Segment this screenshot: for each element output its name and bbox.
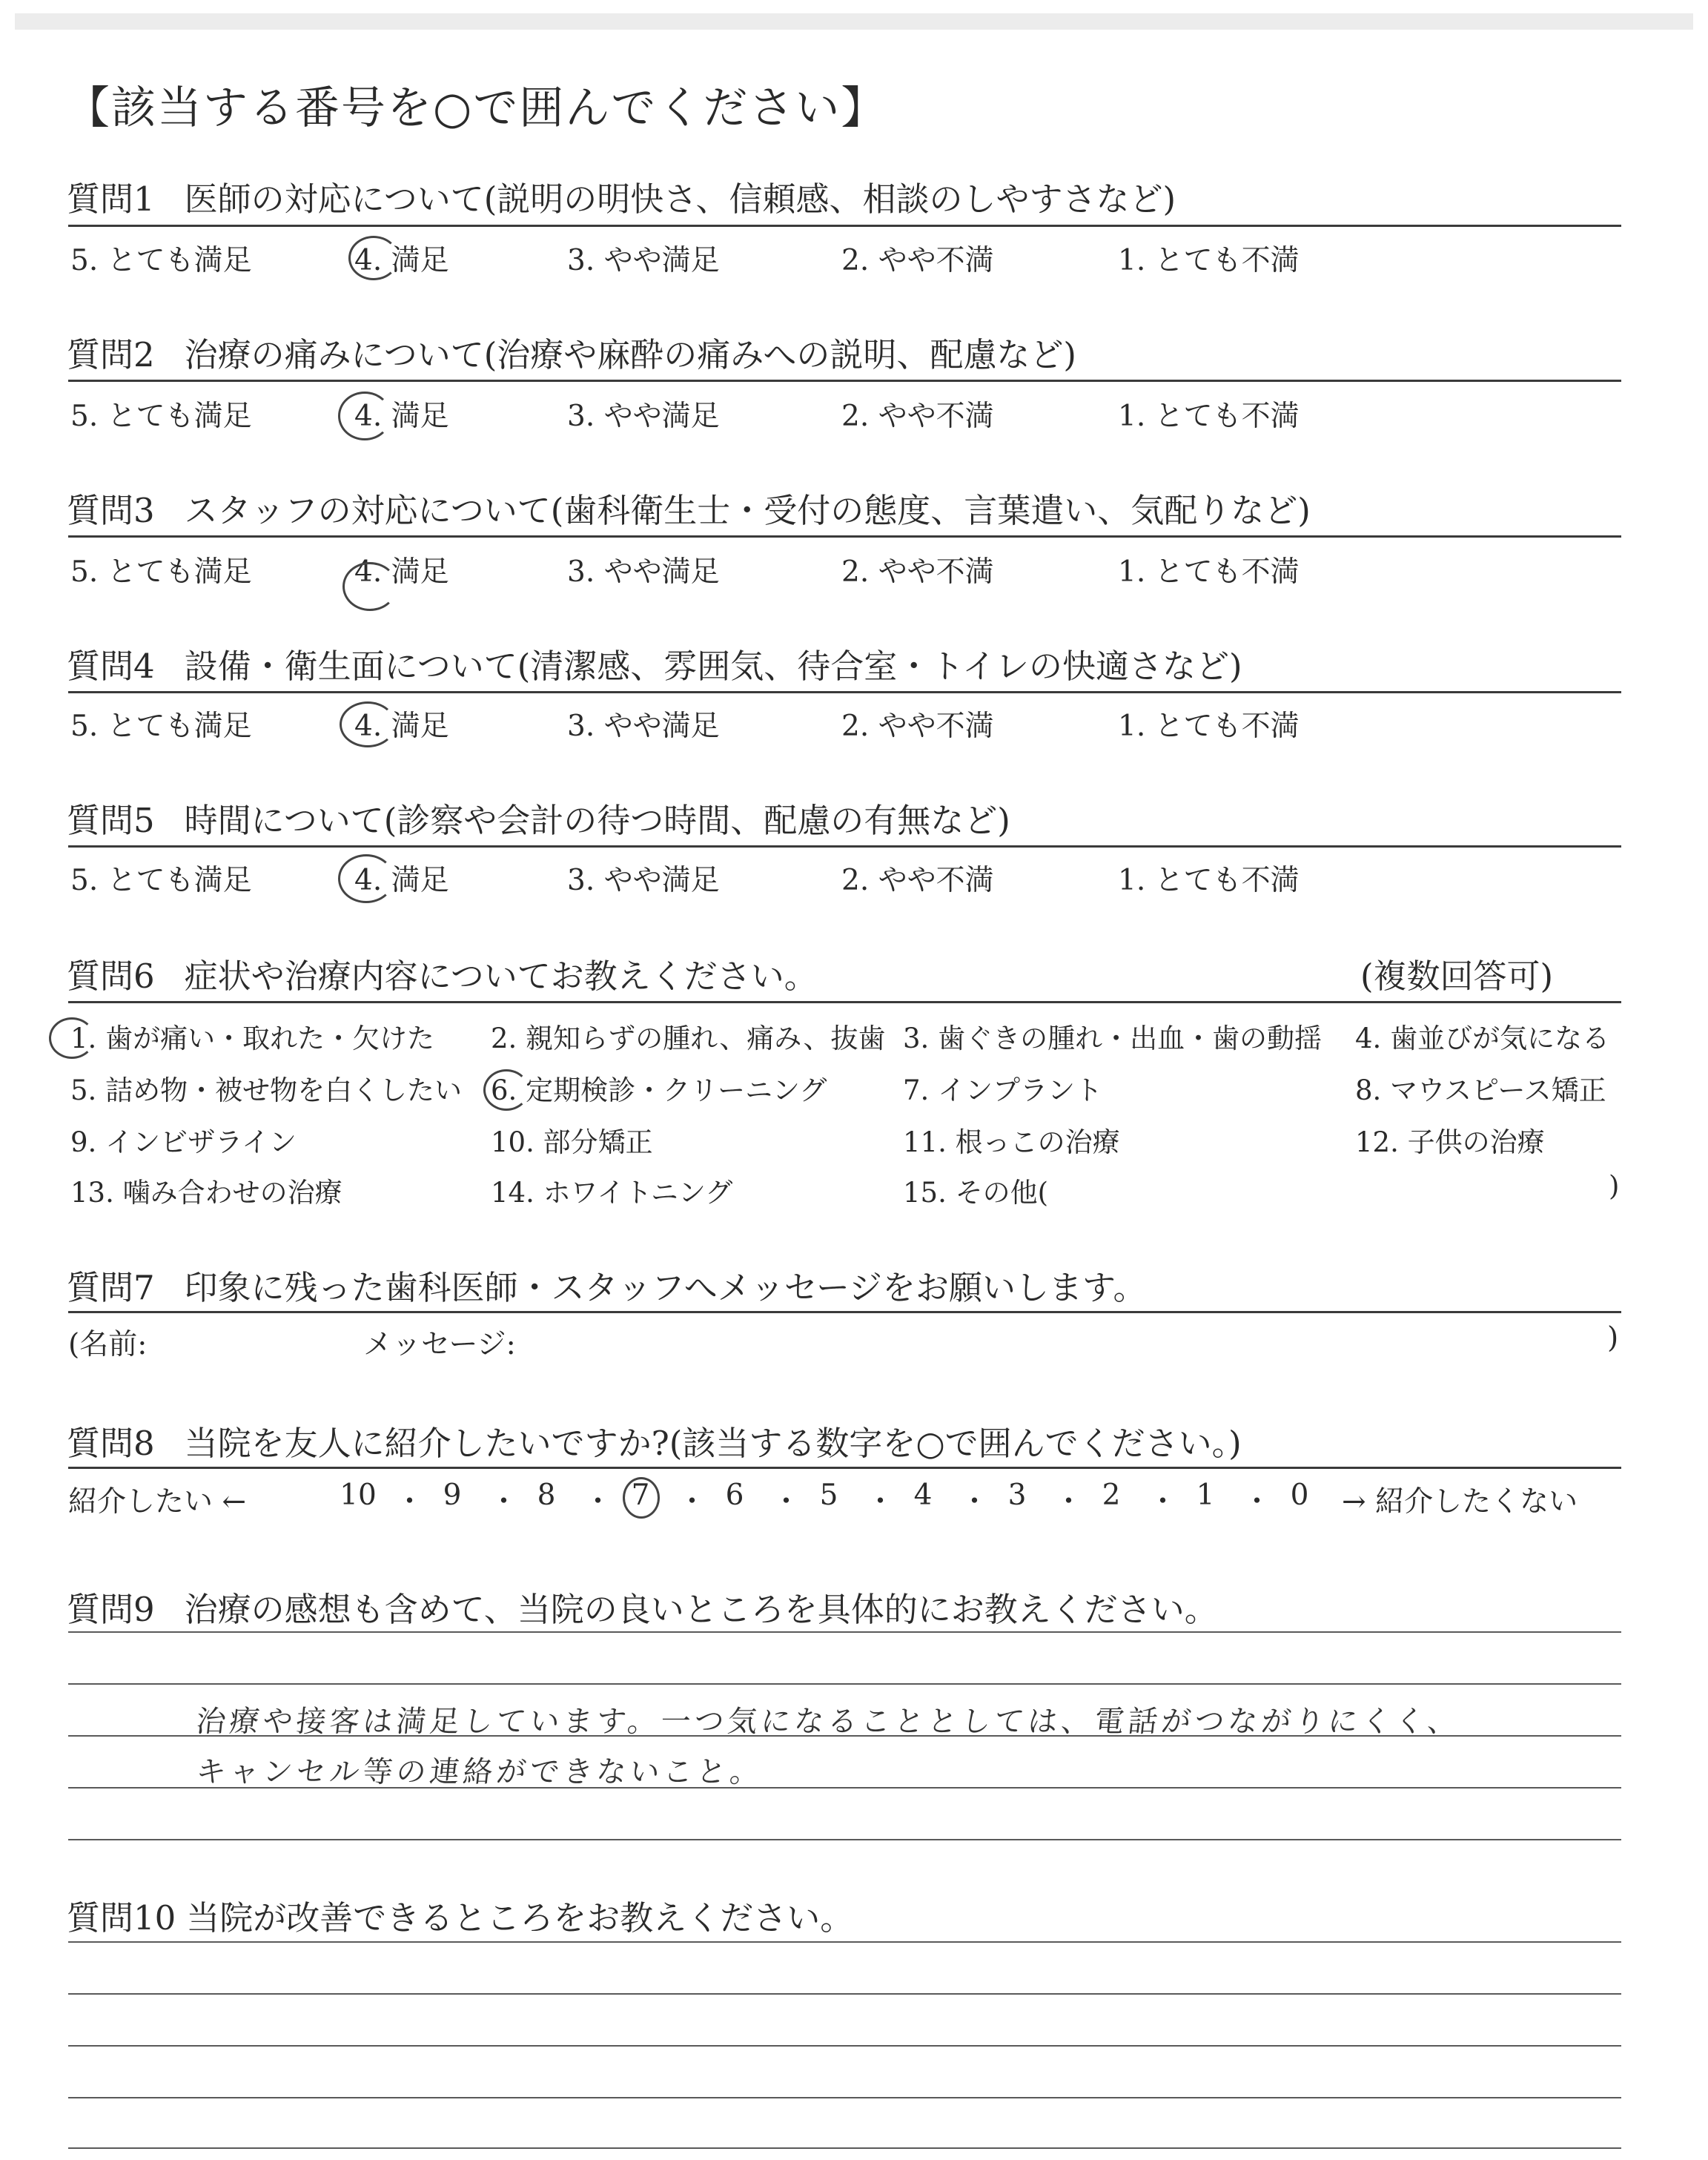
question-7-text: 印象に残った歯科医師・スタッフへメッセージをお願いします。 (184, 1268, 1147, 1307)
q6-option-11[interactable]: 11. 根っこの治療 (903, 1126, 1120, 1158)
question-1-title (67, 172, 1176, 220)
question-10-title (67, 1891, 853, 1939)
q6-option-14[interactable]: 14. ホワイトニング (491, 1177, 733, 1209)
q6-option-4[interactable]: 4. 歯並びが気になる (1355, 1023, 1610, 1054)
q6-option-15-close: ) (1609, 1170, 1620, 1202)
question-1-rule (68, 225, 1621, 227)
q2-answer-circle (338, 392, 391, 440)
question-5-text: 時間について(診察や会計の待つ時間、配慮の有無など) (184, 801, 1010, 840)
q8-scale-0[interactable]: 0 (1290, 1479, 1309, 1512)
q9-line-1 (68, 1631, 1621, 1633)
question-3-text: スタッフの対応について(歯科衛生士・受付の態度、言葉遣い、気配りなど) (184, 491, 1311, 530)
question-5-rule (68, 845, 1621, 848)
question-6-note: (複数回答可) (1360, 957, 1554, 996)
q6-option-15[interactable]: 15. その他( (903, 1177, 1049, 1209)
q7-message-label: メッセージ: (363, 1328, 516, 1361)
question-9-title (67, 1582, 1218, 1631)
q10-line-5 (68, 2147, 1621, 2149)
q8-scale-separator: ・ (489, 1485, 519, 1519)
q9-answer-line-2: キャンセル等の連絡ができないこと。 (194, 1755, 766, 1789)
q8-scale-separator: ・ (395, 1485, 425, 1519)
question-8-rule (68, 1467, 1621, 1469)
question-9-text: 治療の感想も含めて、当院の良いところを具体的にお教えください。 (184, 1590, 1218, 1629)
q2-option-3[interactable]: 3. やや満足 (567, 400, 720, 433)
q1-option-4[interactable]: 4. 満足 (354, 244, 449, 277)
question-3-rule (68, 535, 1621, 538)
q5-answer-circle (338, 854, 394, 903)
q4-option-2[interactable]: 2. やや不満 (841, 710, 994, 743)
q8-scale-6[interactable]: 6 (725, 1479, 744, 1512)
q9-line-5 (68, 1839, 1621, 1840)
q8-scale-separator: ・ (678, 1485, 707, 1519)
q6-option-13[interactable]: 13. 噛み合わせの治療 (70, 1177, 342, 1209)
question-6-number: 質問6 (67, 957, 155, 996)
q5-option-4[interactable]: 4. 満足 (354, 864, 449, 897)
q8-scale-separator: ・ (1242, 1485, 1272, 1519)
question-2-title (67, 328, 1076, 376)
question-10-number: 質問10 (67, 1898, 176, 1938)
question-10-text: 当院が改善できるところをお教えください。 (186, 1898, 854, 1938)
q8-scale-2[interactable]: 2 (1102, 1479, 1121, 1512)
question-3-number: 質問3 (67, 491, 155, 530)
q1-answer-circle (348, 236, 399, 280)
q10-line-1 (68, 1941, 1621, 1943)
question-6-text: 症状や治療内容についてお教えください。 (184, 957, 818, 996)
question-6-rule (68, 1001, 1621, 1003)
q4-option-1[interactable]: 1. とても不満 (1118, 710, 1300, 743)
q8-scale-separator: ・ (1054, 1485, 1084, 1519)
question-2-text: 治療の痛みについて(治療や麻酔の痛みへの説明、配慮など) (184, 335, 1076, 374)
question-7-number: 質問7 (67, 1268, 155, 1307)
question-6-title (67, 949, 818, 997)
q2-option-5[interactable]: 5. とても満足 (70, 400, 252, 433)
q5-option-3[interactable]: 3. やや満足 (567, 864, 720, 897)
question-8-text: 当院を友人に紹介したいですか?(該当する数字を○で囲んでください。) (184, 1424, 1242, 1463)
q8-scale-5[interactable]: 5 (819, 1479, 838, 1512)
scan-top-band (15, 13, 1693, 30)
q10-line-2 (68, 1993, 1621, 1995)
q4-option-5[interactable]: 5. とても満足 (70, 710, 252, 743)
q1-option-5[interactable]: 5. とても満足 (70, 244, 252, 277)
q6-option-9[interactable]: 9. インビザライン (70, 1126, 297, 1158)
q3-option-3[interactable]: 3. やや満足 (567, 555, 720, 589)
q6-option-7[interactable]: 7. インプラント (903, 1074, 1103, 1106)
q8-scale-3[interactable]: 3 (1007, 1479, 1027, 1512)
q6-option-6[interactable]: 6. 定期検診・クリーニング (491, 1074, 827, 1106)
q8-scale-8[interactable]: 8 (537, 1479, 556, 1512)
q8-scale-separator: ・ (866, 1485, 896, 1519)
question-1-text: 医師の対応について(説明の明快さ、信頼感、相談のしやすさなど) (184, 179, 1176, 219)
question-7-title (67, 1261, 1146, 1309)
q5-option-2[interactable]: 2. やや不満 (841, 864, 994, 897)
q6-option-12[interactable]: 12. 子供の治療 (1355, 1126, 1545, 1158)
q8-scale-separator: ・ (772, 1485, 801, 1519)
q8-answer-circle (623, 1477, 660, 1519)
q9-line-2 (68, 1683, 1621, 1685)
question-2-rule (68, 380, 1621, 382)
q8-scale-9[interactable]: 9 (443, 1479, 462, 1512)
question-2-number: 質問2 (67, 335, 155, 374)
question-5-title (67, 793, 1010, 842)
q1-option-1[interactable]: 1. とても不満 (1118, 244, 1300, 277)
q3-option-2[interactable]: 2. やや不満 (841, 555, 994, 589)
q8-left-label: 紹介したい ← (68, 1485, 247, 1519)
q3-option-4[interactable]: 4. 満足 (354, 555, 449, 589)
q6-answer-circle-1 (49, 1017, 95, 1059)
q8-scale-1[interactable]: 1 (1196, 1479, 1215, 1512)
q8-scale-10[interactable]: 10 (340, 1479, 377, 1512)
q4-answer-circle (340, 701, 396, 747)
q6-option-3[interactable]: 3. 歯ぐきの腫れ・出血・歯の動揺 (903, 1023, 1323, 1054)
q5-option-1[interactable]: 1. とても不満 (1118, 864, 1300, 897)
question-1-number: 質問1 (67, 179, 155, 219)
q8-scale-separator: ・ (960, 1485, 990, 1519)
q6-option-2[interactable]: 2. 親知らずの腫れ、痛み、抜歯 (491, 1023, 886, 1054)
q6-option-8[interactable]: 8. マウスピース矯正 (1355, 1074, 1606, 1106)
q3-option-1[interactable]: 1. とても不満 (1118, 555, 1300, 589)
q8-scale-4[interactable]: 4 (913, 1479, 933, 1512)
q3-option-5[interactable]: 5. とても満足 (70, 555, 252, 589)
q4-option-3[interactable]: 3. やや満足 (567, 710, 720, 743)
question-4-text: 設備・衛生面について(清潔感、雰囲気、待合室・トイレの快適さなど) (184, 647, 1242, 686)
q7-close-paren: ) (1607, 1321, 1619, 1355)
q7-name-label: (名前: (68, 1328, 148, 1361)
q8-scale-separator: ・ (583, 1485, 613, 1519)
question-4-number: 質問4 (67, 647, 155, 686)
question-4-rule (68, 691, 1621, 693)
q10-line-4 (68, 2097, 1621, 2098)
q8-right-label: → 紹介したくない (1342, 1485, 1578, 1519)
form-title: 【該当する番号を○で囲んでください】 (65, 82, 887, 134)
question-3-title (67, 483, 1311, 532)
question-4-title (67, 639, 1242, 687)
question-5-number: 質問5 (67, 801, 155, 840)
q8-scale-7[interactable]: 7 (631, 1479, 650, 1512)
q2-option-4[interactable]: 4. 満足 (354, 400, 449, 433)
q10-line-3 (68, 2045, 1621, 2047)
q8-scale-separator: ・ (1148, 1485, 1178, 1519)
q2-option-2[interactable]: 2. やや不満 (841, 400, 994, 433)
q4-option-4[interactable]: 4. 満足 (354, 710, 449, 743)
q6-answer-circle-6 (483, 1069, 529, 1111)
question-8-title (67, 1416, 1242, 1464)
q3-answer-circle (342, 562, 397, 611)
q1-option-2[interactable]: 2. やや不満 (841, 244, 994, 277)
q9-answer-line-1: 治療や接客は満足しています。一つ気になることとしては、電話がつながりにくく、 (194, 1705, 1463, 1739)
q1-option-3[interactable]: 3. やや満足 (567, 244, 720, 277)
question-7-rule (68, 1311, 1621, 1313)
q6-option-5[interactable]: 5. 詰め物・被せ物を白くしたい (70, 1074, 463, 1106)
q6-option-10[interactable]: 10. 部分矯正 (491, 1126, 653, 1158)
q2-option-1[interactable]: 1. とても不満 (1118, 400, 1300, 433)
question-9-number: 質問9 (67, 1590, 155, 1629)
question-8-number: 質問8 (67, 1424, 155, 1463)
q5-option-5[interactable]: 5. とても満足 (70, 864, 252, 897)
q6-option-1[interactable]: 1. 歯が痛い・取れた・欠けた (70, 1023, 435, 1054)
